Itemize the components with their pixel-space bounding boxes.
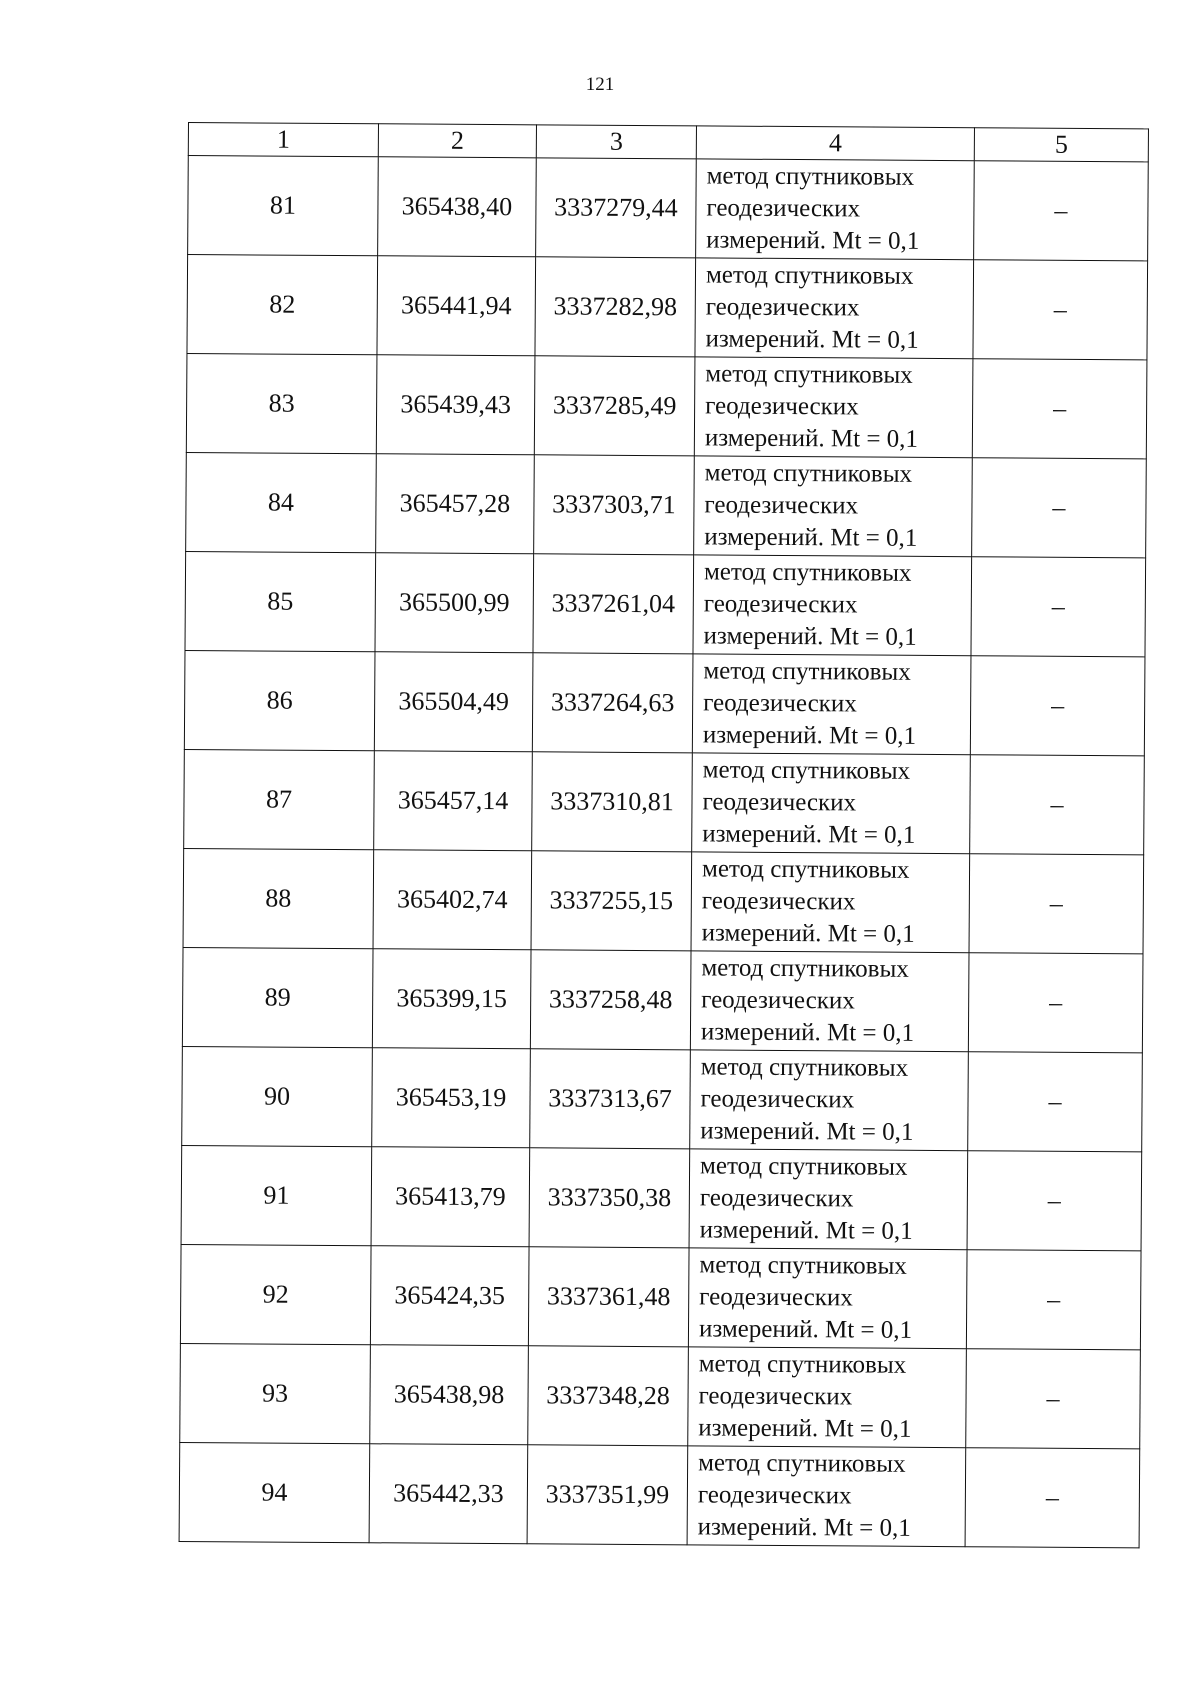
- method-text-line: метод спутниковых: [703, 657, 911, 686]
- y-coordinate-cell: 3337313,67: [530, 1049, 691, 1149]
- y-coordinate-cell: 3337264,63: [532, 653, 693, 753]
- method-text-line: метод спутниковых: [703, 558, 912, 587]
- method-text-line: метод спутниковых: [699, 1251, 907, 1280]
- note-cell: –: [967, 1151, 1142, 1251]
- note-cell: –: [972, 458, 1147, 558]
- column-header: 1: [188, 123, 378, 157]
- method-text-line: измерений. Mt = 0,1: [702, 820, 916, 849]
- x-coordinate-cell: 365438,98: [370, 1345, 529, 1445]
- y-coordinate-cell: 3337348,28: [528, 1346, 689, 1446]
- note-cell: –: [971, 557, 1146, 657]
- x-coordinate-cell: 365424,35: [370, 1246, 529, 1346]
- point-number-cell: 82: [187, 255, 378, 355]
- method-text-line: геодезических: [697, 1481, 852, 1510]
- method-text-line: измерений. Mt = 0,1: [698, 1315, 913, 1344]
- y-coordinate-cell: 3337350,38: [529, 1148, 690, 1248]
- x-coordinate-cell: 365457,14: [374, 751, 533, 851]
- method-text-line: измерений. Mt = 0,1: [700, 1117, 914, 1146]
- point-number-cell: 86: [184, 650, 375, 750]
- y-coordinate-cell: 3337261,04: [533, 554, 694, 654]
- method-text-line: измерений. Mt = 0,1: [700, 1018, 915, 1047]
- method-cell: [690, 1050, 969, 1151]
- page-number: 121: [585, 74, 615, 95]
- point-number-cell: 84: [186, 452, 377, 552]
- y-coordinate-cell: 3337285,49: [534, 356, 695, 456]
- point-number-cell: 85: [185, 551, 376, 651]
- note-cell: –: [966, 1250, 1141, 1350]
- x-coordinate-cell: 365402,74: [373, 850, 532, 950]
- method-text-line: геодезических: [705, 293, 860, 322]
- method-text-line: измерений. Mt = 0,1: [704, 424, 919, 453]
- method-text-line: метод спутниковых: [698, 1350, 907, 1379]
- method-cell: [690, 951, 969, 1052]
- x-coordinate-cell: 365457,28: [376, 454, 535, 554]
- note-cell: –: [969, 854, 1144, 954]
- method-text-line: геодезических: [702, 788, 857, 817]
- method-cell: [692, 654, 971, 755]
- method-text-line: метод спутниковых: [705, 360, 913, 389]
- method-text-line: геодезических: [701, 887, 856, 916]
- note-cell: –: [974, 161, 1149, 261]
- method-text-line: геодезических: [704, 491, 859, 520]
- note-cell: –: [973, 260, 1148, 360]
- y-coordinate-cell: 3337282,98: [535, 257, 696, 357]
- y-coordinate-cell: 3337279,44: [536, 158, 697, 258]
- method-text-line: измерений. Mt = 0,1: [703, 622, 917, 651]
- method-text-line: измерений. Mt = 0,1: [697, 1513, 911, 1542]
- method-text-line: геодезических: [700, 1085, 855, 1114]
- method-text-line: геодезических: [705, 392, 859, 421]
- x-coordinate-cell: 365442,33: [369, 1444, 528, 1544]
- method-text-line: измерений. Mt = 0,1: [701, 919, 915, 948]
- y-coordinate-cell: 3337310,81: [532, 752, 693, 852]
- method-text-line: геодезических: [703, 689, 857, 718]
- table-row: [188, 156, 1149, 261]
- table-row: [182, 1046, 1143, 1151]
- method-text-line: геодезических: [703, 590, 858, 619]
- y-coordinate-cell: 3337361,48: [528, 1247, 689, 1347]
- method-text-line: геодезических: [701, 986, 855, 1015]
- method-text-line: метод спутниковых: [699, 1152, 908, 1181]
- method-cell: [691, 852, 970, 953]
- table-row: [179, 1442, 1140, 1547]
- table-row: [182, 947, 1143, 1052]
- table-body: [179, 156, 1148, 1548]
- point-number-cell: 90: [182, 1046, 373, 1146]
- method-text-line: измерений. Mt = 0,1: [698, 1414, 912, 1443]
- method-text-line: метод спутниковых: [705, 261, 914, 290]
- y-coordinate-cell: 3337258,48: [530, 950, 691, 1050]
- method-text-line: метод спутниковых: [700, 1053, 909, 1082]
- x-coordinate-cell: 365413,79: [371, 1147, 530, 1247]
- column-header: 5: [974, 128, 1148, 162]
- method-text-line: метод спутниковых: [701, 855, 910, 884]
- note-cell: –: [966, 1349, 1141, 1449]
- table-row: [180, 1244, 1141, 1349]
- table-row: [187, 255, 1148, 360]
- method-text-line: измерений. Mt = 0,1: [702, 721, 917, 750]
- method-cell: [692, 753, 971, 854]
- table-row: [185, 551, 1146, 656]
- note-cell: –: [972, 359, 1147, 459]
- method-cell: [688, 1248, 967, 1349]
- y-coordinate-cell: 3337303,71: [534, 455, 695, 555]
- point-number-cell: 93: [180, 1343, 371, 1443]
- method-cell: [694, 456, 973, 557]
- method-cell: [696, 159, 975, 260]
- method-text-line: геодезических: [699, 1184, 854, 1213]
- x-coordinate-cell: 365438,40: [378, 157, 537, 257]
- method-text-line: измерений. Mt = 0,1: [706, 226, 920, 255]
- method-text-line: метод спутниковых: [704, 459, 913, 488]
- note-cell: –: [968, 953, 1143, 1053]
- method-cell: [688, 1347, 967, 1448]
- point-number-cell: 81: [188, 156, 379, 256]
- point-number-cell: 91: [181, 1145, 372, 1245]
- method-cell: [694, 357, 973, 458]
- method-text-line: метод спутниковых: [698, 1449, 906, 1478]
- table-row: [183, 848, 1144, 953]
- coordinates-table: [179, 122, 1149, 1548]
- method-text-line: измерений. Mt = 0,1: [704, 523, 918, 552]
- method-cell: [693, 555, 972, 656]
- x-coordinate-cell: 365399,15: [372, 949, 531, 1049]
- column-header: 2: [378, 124, 536, 158]
- column-header: 4: [696, 126, 974, 161]
- table-row: [184, 749, 1145, 854]
- table-row: [184, 650, 1145, 755]
- x-coordinate-cell: 365453,19: [372, 1048, 531, 1148]
- method-text-line: метод спутниковых: [701, 954, 909, 983]
- note-cell: –: [970, 755, 1145, 855]
- note-cell: –: [968, 1052, 1143, 1152]
- method-text-line: геодезических: [698, 1382, 853, 1411]
- method-text-line: геодезических: [699, 1283, 853, 1312]
- x-coordinate-cell: 365504,49: [374, 652, 533, 752]
- method-text-line: геодезических: [706, 194, 861, 223]
- table-row: [186, 353, 1147, 458]
- x-coordinate-cell: 365441,94: [377, 256, 536, 356]
- point-number-cell: 87: [184, 749, 375, 849]
- table-row: [181, 1145, 1142, 1250]
- note-cell: –: [970, 656, 1145, 756]
- x-coordinate-cell: 365439,43: [376, 355, 535, 455]
- method-cell: [687, 1446, 966, 1547]
- point-number-cell: 83: [186, 353, 377, 453]
- note-cell: –: [965, 1448, 1140, 1548]
- y-coordinate-cell: 3337351,99: [527, 1445, 688, 1545]
- column-header: 3: [536, 125, 696, 159]
- method-cell: [689, 1149, 968, 1250]
- point-number-cell: 88: [183, 848, 374, 948]
- table-row: [186, 452, 1147, 557]
- point-number-cell: 89: [182, 947, 373, 1047]
- point-number-cell: 92: [180, 1244, 371, 1344]
- table-row: [180, 1343, 1141, 1448]
- x-coordinate-cell: 365500,99: [375, 553, 534, 653]
- method-text-line: измерений. Mt = 0,1: [699, 1216, 913, 1245]
- method-text-line: метод спутниковых: [706, 162, 915, 191]
- method-text-line: метод спутниковых: [702, 756, 911, 785]
- method-cell: [695, 258, 974, 359]
- y-coordinate-cell: 3337255,15: [531, 851, 692, 951]
- method-text-line: измерений. Mt = 0,1: [705, 325, 919, 354]
- point-number-cell: 94: [179, 1442, 370, 1542]
